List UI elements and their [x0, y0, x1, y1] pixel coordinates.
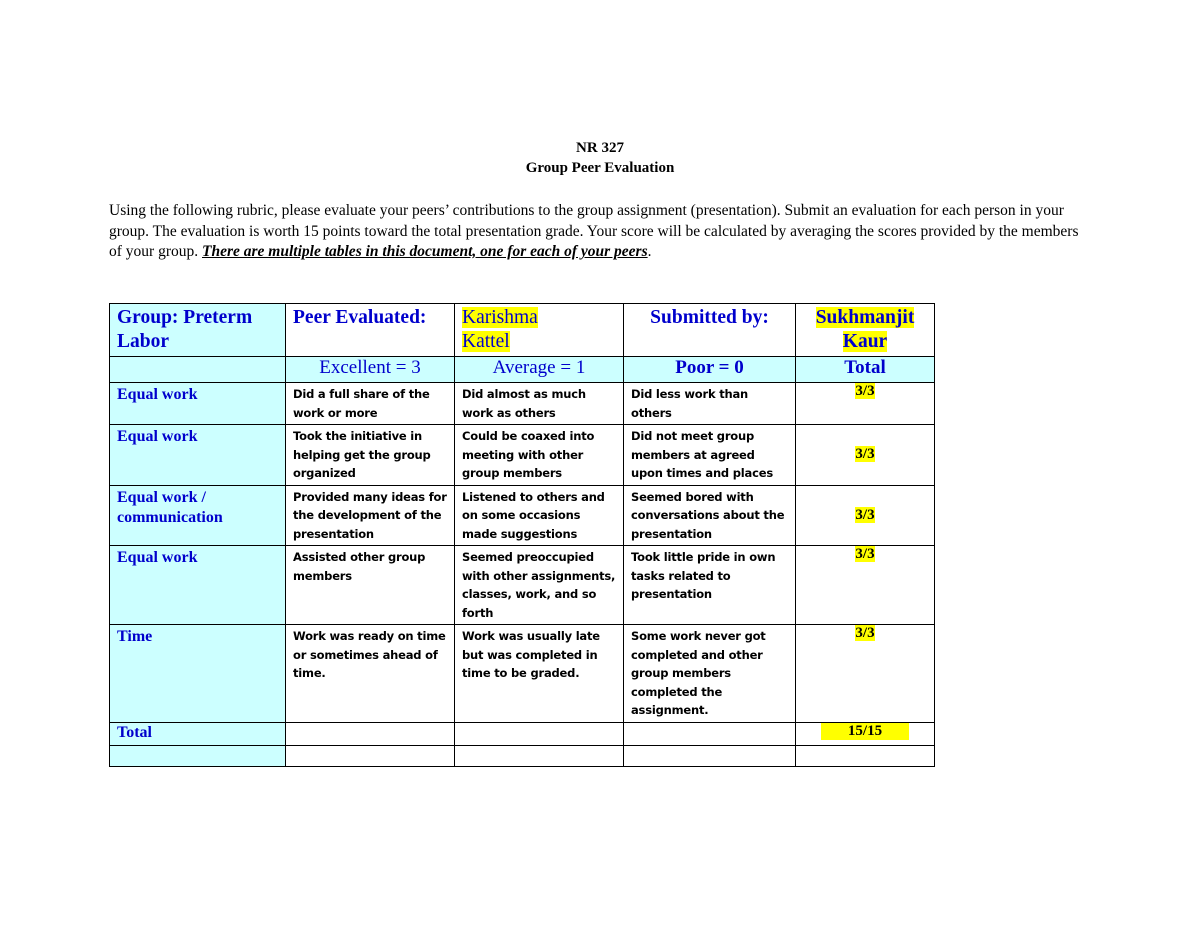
- blank-row: [110, 745, 935, 766]
- course-code: NR 327: [576, 140, 624, 156]
- score-value: 3/3: [855, 546, 875, 562]
- blank-cell: [624, 745, 796, 766]
- average-header-cell: [455, 357, 624, 383]
- excellent-header-cell: [286, 357, 455, 383]
- criterion-label: Equal work: [117, 549, 198, 566]
- criterion-cell: [110, 625, 286, 723]
- score-cell: [796, 625, 935, 723]
- average-description: Did almost as much work as others: [462, 387, 586, 420]
- excellent-cell: [286, 625, 455, 723]
- instructions-end: .: [647, 243, 652, 260]
- total-row: [110, 722, 935, 745]
- scale-empty-cell: [110, 357, 286, 383]
- table-row: [110, 425, 935, 486]
- total-header-cell: [796, 357, 935, 383]
- average-cell: [455, 485, 624, 546]
- average-cell: [455, 383, 624, 425]
- total-label: Total: [117, 723, 152, 741]
- score-value: 3/3: [855, 383, 875, 399]
- criterion-label: Time: [117, 628, 153, 645]
- blank-cell: [110, 745, 286, 766]
- score-cell: [796, 383, 935, 425]
- instructions-paragraph: [109, 201, 1094, 263]
- total-empty-cell: [624, 722, 796, 745]
- criterion-cell: [110, 485, 286, 546]
- criterion-label: Equal work / communication: [117, 488, 223, 526]
- peer-evaluated-label: Peer Evaluated:: [293, 307, 427, 328]
- score-cell: [796, 546, 935, 625]
- total-empty-cell: [455, 722, 624, 745]
- group-label: Group: Preterm Labor: [117, 307, 253, 352]
- document-title: Group Peer Evaluation: [525, 160, 675, 176]
- criterion-label: Equal work: [117, 428, 198, 445]
- poor-cell: [624, 383, 796, 425]
- blank-cell: [796, 745, 935, 766]
- poor-description: Some work never got completed and other group members completed the assignment.: [631, 629, 766, 717]
- total-empty-cell: [286, 722, 455, 745]
- blank-cell: [286, 745, 455, 766]
- submitter-name: Sukhmanjit Kaur: [815, 307, 915, 352]
- blank-cell: [455, 745, 624, 766]
- peer-name: Karishma Kattel: [462, 307, 538, 352]
- excellent-cell: [286, 425, 455, 486]
- average-cell: [455, 425, 624, 486]
- criterion-label: Equal work: [117, 386, 198, 403]
- criterion-cell: [110, 383, 286, 425]
- criterion-cell: [110, 546, 286, 625]
- criterion-cell: [110, 425, 286, 486]
- poor-description: Seemed bored with conversations about the presentation: [631, 489, 785, 541]
- poor-cell: [624, 546, 796, 625]
- table-row: [110, 485, 935, 546]
- excellent-description: Did a full share of the work or more: [293, 387, 430, 420]
- score-cell: [796, 485, 935, 546]
- excellent-cell: [286, 383, 455, 425]
- poor-description: Took little pride in own tasks related to presentation: [631, 550, 776, 601]
- peer-name-cell: [455, 304, 624, 357]
- group-cell: [110, 304, 286, 357]
- poor-header-cell: [624, 357, 796, 383]
- table-header-row: [110, 304, 935, 357]
- score-value: 3/3: [855, 625, 875, 641]
- score-value: 3/3: [855, 506, 875, 523]
- excellent-description: Took the initiative in helping get the group organized: [293, 429, 431, 480]
- poor-description: Did not meet group members at agreed upon times and places: [631, 429, 773, 480]
- total-header: Total: [844, 357, 886, 378]
- instructions-text: Using the following rubric, please evaluate your peers’ contributions to the group assignment (presentation). Submit an evaluation for each person in your group. The evaluation is worth 15 points toward the total presentation grade. Your score will be calculated by averaging the scores provided by the members of your group.: [109, 202, 1079, 260]
- submitter-name-cell: [796, 304, 935, 357]
- excellent-description: Work was ready on time or sometimes ahead of time.: [293, 629, 446, 680]
- table-row: [110, 546, 935, 625]
- total-score: 15/15: [800, 723, 930, 740]
- poor-cell: [624, 625, 796, 723]
- poor-header: Poor = 0: [675, 357, 744, 378]
- average-description: Could be coaxed into meeting with other group members: [462, 429, 595, 480]
- submitted-by-label: Submitted by:: [650, 307, 769, 328]
- poor-cell: [624, 485, 796, 546]
- average-cell: [455, 625, 624, 723]
- rubric-table: [109, 303, 935, 767]
- peer-evaluated-cell: [286, 304, 455, 357]
- submitted-by-cell: [624, 304, 796, 357]
- table-row: [110, 383, 935, 425]
- average-description: Seemed preoccupied with other assignments, classes, work, and so forth: [462, 550, 616, 620]
- excellent-description: Assisted other group members: [293, 550, 426, 583]
- excellent-header: Excellent = 3: [319, 357, 421, 378]
- excellent-cell: [286, 546, 455, 625]
- poor-cell: [624, 425, 796, 486]
- average-cell: [455, 546, 624, 625]
- excellent-cell: [286, 485, 455, 546]
- average-description: Listened to others and on some occasions made suggestions: [462, 489, 605, 541]
- table-row: [110, 625, 935, 723]
- average-header: Average = 1: [492, 357, 586, 378]
- total-score-cell: [796, 722, 935, 745]
- excellent-description: Provided many ideas for the development of the presentation: [293, 489, 447, 541]
- average-description: Work was usually late but was completed in time to be graded.: [462, 629, 600, 680]
- instructions-emphasis: There are multiple tables in this document, one for each of your peers: [202, 243, 648, 260]
- scale-row: [110, 357, 935, 383]
- total-label-cell: [110, 722, 286, 745]
- score-value: 3/3: [855, 446, 875, 463]
- score-cell: [796, 425, 935, 486]
- poor-description: Did less work than others: [631, 387, 749, 420]
